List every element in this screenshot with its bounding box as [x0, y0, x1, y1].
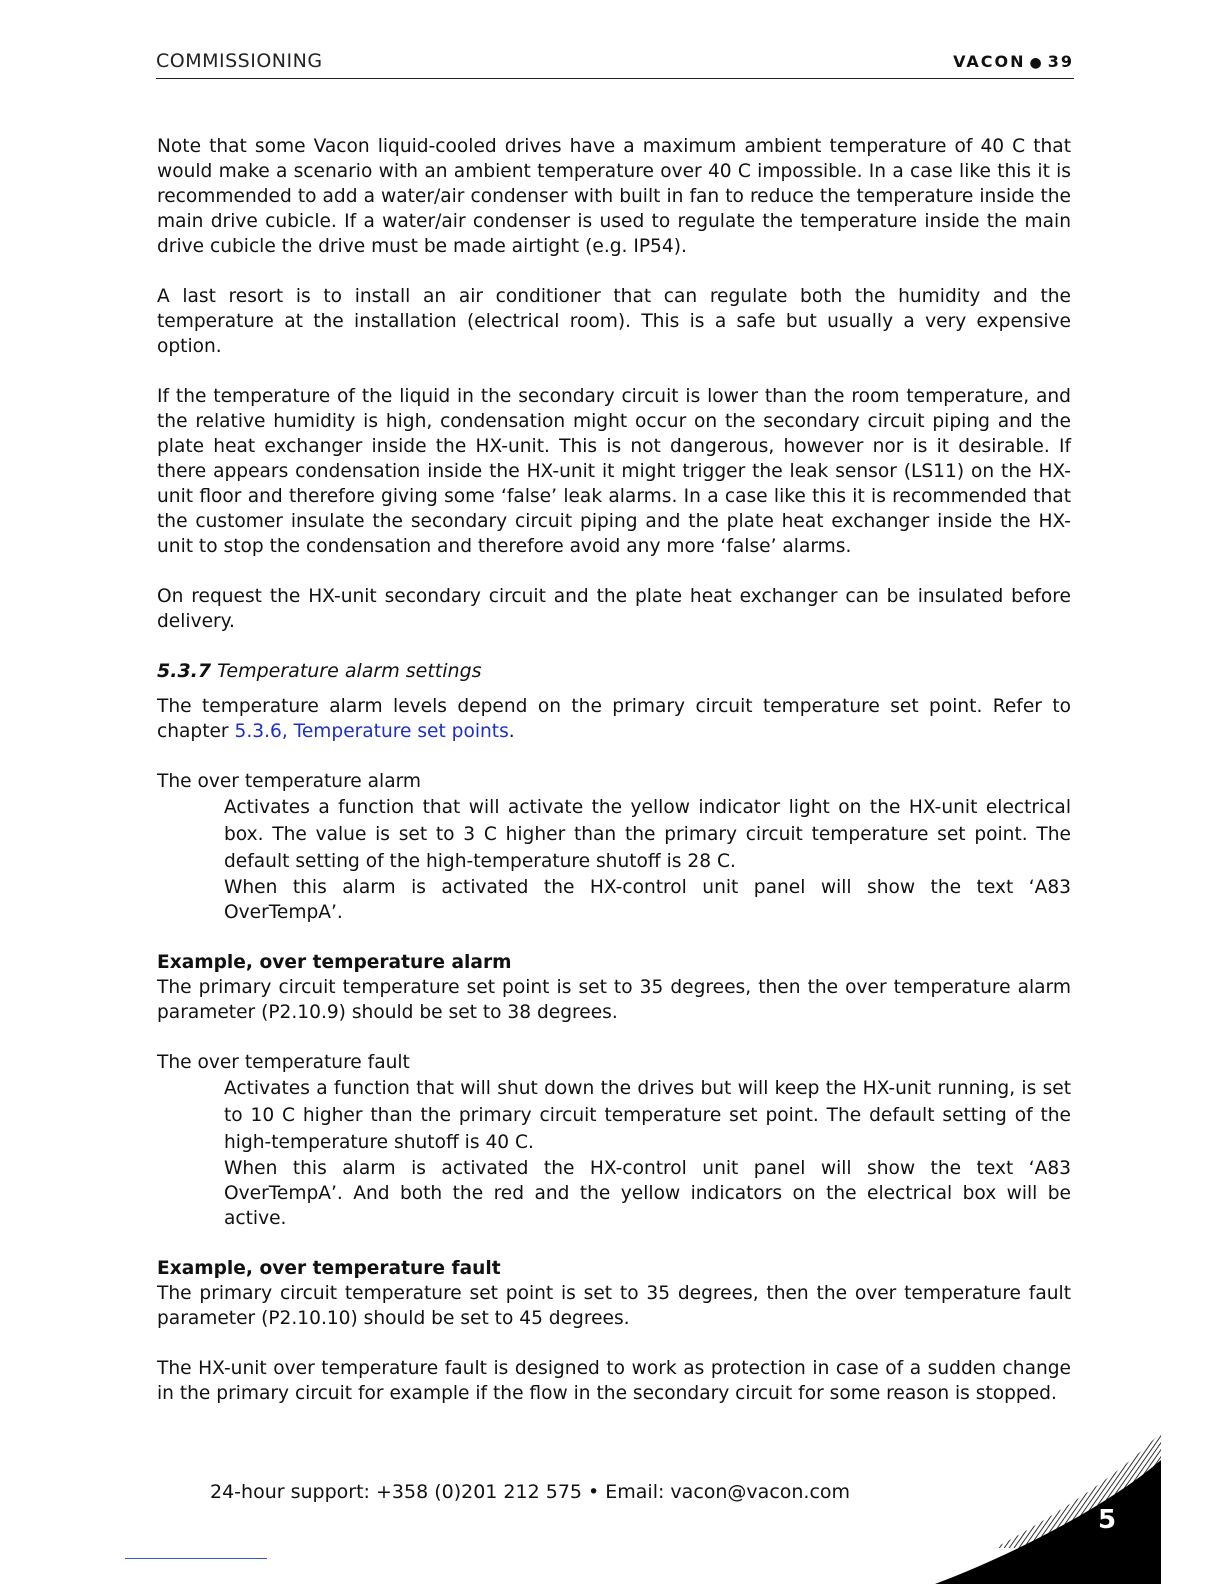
alarm-lead: The over temperature alarm: [157, 771, 422, 792]
header-section-title: COMMISSIONING: [156, 50, 323, 72]
page-body: [157, 134, 1071, 1431]
alarm-description: Activates a function that will activate the yellow indicator light on the HX-unit electrical box. The value is set to 3 C higher than the primary circuit temperature set point. The default setting of the high-temperature shutoff is 28 C.: [224, 797, 1071, 872]
closing-paragraph: The HX-unit over temperature fault is designed to work as protection in case of a sudden change in the primary circuit for example if the flow in the secondary circuit for some reason is stopped.: [157, 1358, 1071, 1404]
footer-divider: [125, 1558, 267, 1559]
example-fault-title: Example, over temperature fault: [157, 1258, 501, 1279]
corner-tab-graphic: [935, 1430, 1165, 1584]
section-heading: [157, 659, 1071, 684]
brand-name: VACON: [953, 52, 1026, 71]
footer-support: 24-hour support: +358 (0)201 212 575 • Email: vacon@vacon.com: [210, 1481, 851, 1503]
section-number: 5.3.7: [157, 660, 212, 682]
section-title: Temperature alarm settings: [217, 660, 482, 682]
page-header: [156, 50, 1074, 79]
tab-number: 5: [1098, 1505, 1117, 1535]
paragraph: A last resort is to install an air conditioner that can regulate both the humidity and the temperature at the installation (electrical room). This is a safe but usually a very expensive option.: [157, 286, 1071, 357]
header-brand: [953, 52, 1074, 71]
bullet-icon: ●: [1029, 55, 1044, 71]
paragraph: If the temperature of the liquid in the secondary circuit is lower than the room temperature, and the relative humidity is high, condensation might occur on the secondary circuit piping and the plate heat exchanger inside the HX-unit. This is not dangerous, however nor is it desirable. If there appears condensation inside the HX-unit it might trigger the leak sensor (LS11) on the HX-unit floor and therefore giving some ‘false’ leak alarms. In a case like this it is recommended that the customer insulate the secondary circuit piping and the plate heat exchanger inside the HX-unit to stop the condensation and therefore avoid any more ‘false’ alarms.: [157, 386, 1071, 557]
paragraph: Note that some Vacon liquid-cooled drives have a maximum ambient temperature of 40 C that would make a scenario with an ambient temperature over 40 C impossible. In a case like this it is recommended to add a water/air condenser with built in fan to reduce the temperature inside the main drive cubicle. If a water/air condenser is used to regulate the temperature inside the main drive cubicle the drive must be made airtight (e.g. IP54).: [157, 136, 1071, 257]
section-intro: The temperature alarm levels depend on the primary circuit temperature set point. Refer to chapter 5.3.6, Temperature set points.: [157, 696, 1071, 742]
fault-panel-text: When this alarm is activated the HX-control unit panel will show the text ‘A83 OverTempA’. And both the red and the yellow indicators on the electrical box will be active.: [224, 1158, 1071, 1229]
fault-lead: The over temperature fault: [157, 1052, 410, 1073]
page-number: 39: [1047, 52, 1074, 71]
alarm-panel-text: When this alarm is activated the HX-control unit panel will show the text ‘A83 OverTempA’.: [224, 877, 1071, 923]
chapter-link[interactable]: 5.3.6, Temperature set points: [234, 721, 509, 742]
example-alarm-text: The primary circuit temperature set point is set to 35 degrees, then the over temperature alarm parameter (P2.10.9) should be set to 38 degrees.: [157, 977, 1071, 1023]
example-fault-text: The primary circuit temperature set point is set to 35 degrees, then the over temperature fault parameter (P2.10.10) should be set to 45 degrees.: [157, 1283, 1071, 1329]
example-alarm-title: Example, over temperature alarm: [157, 952, 512, 973]
paragraph: On request the HX-unit secondary circuit and the plate heat exchanger can be insulated before delivery.: [157, 586, 1071, 632]
fault-description: Activates a function that will shut down the drives but will keep the HX-unit running, is set to 10 C higher than the primary circuit temperature set point. The default setting of the high-temperature shutoff is 40 C.: [224, 1078, 1071, 1153]
